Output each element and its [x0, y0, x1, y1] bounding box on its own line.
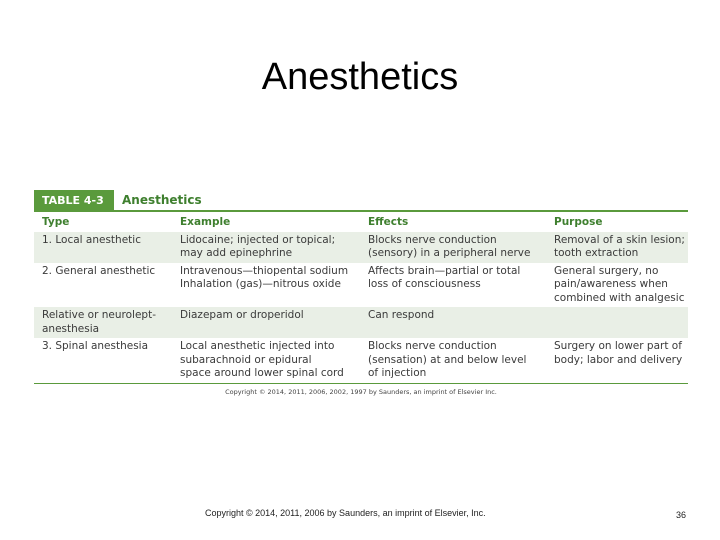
cell-example: Lidocaine; injected or topical; may add epinephrine — [180, 233, 336, 259]
cell-example: Diazepam or droperidol — [180, 309, 304, 321]
table-bottom-rule — [34, 383, 688, 384]
cell-purpose: Removal of a skin lesion; tooth extraction — [554, 233, 685, 259]
cell-purpose — [546, 307, 688, 338]
slide-footer: Copyright © 2014, 2011, 2006 by Saunders, an imprint of Elsevier, Inc. — [205, 508, 486, 518]
column-header-type: Type — [42, 216, 70, 228]
column-header-row — [34, 212, 688, 232]
cell-effects: Affects brain—partial or total loss of consciousness — [368, 264, 521, 290]
cell-purpose: Surgery on lower part of body; labor and delivery — [554, 340, 683, 366]
anesthetics-table — [34, 190, 688, 396]
table-header-bar — [34, 190, 688, 210]
column-header-purpose: Purpose — [554, 216, 603, 228]
cell-effects: Blocks nerve conduction (sensation) at and below level of injection — [368, 340, 527, 379]
cell-effects: Can respond — [368, 309, 435, 321]
table-row — [34, 232, 688, 263]
cell-type: 2. General anesthetic — [42, 264, 156, 277]
slide-title: Anesthetics — [261, 56, 459, 98]
cell-type: Relative or neurolept- anesthesia — [42, 309, 156, 335]
cell-type: 3. Spinal anesthesia — [42, 340, 149, 352]
table-number-label: TABLE 4-3 — [34, 190, 114, 210]
column-header-effects: Effects — [368, 216, 409, 228]
cell-example: Local anesthetic injected into subarachnoid or epidural space around lower spinal cord — [180, 340, 344, 379]
table-row — [34, 263, 688, 308]
column-header-example: Example — [180, 216, 231, 228]
cell-effects: Blocks nerve conduction (sensory) in a peripheral nerve — [368, 233, 531, 259]
page-number: 36 — [676, 510, 687, 520]
cell-type: 1. Local anesthetic — [42, 233, 141, 246]
table-caption: Copyright © 2014, 2011, 2006, 2002, 1997 by Saunders, an imprint of Elsevier Inc. — [225, 387, 497, 396]
cell-purpose: General surgery, no pain/awareness when combined with analgesic — [554, 264, 685, 304]
table-row — [34, 307, 688, 338]
table-grid — [34, 212, 688, 383]
table-name: Anesthetics — [122, 193, 202, 207]
cell-example: Intravenous—thiopental sodium Inhalation (gas)—nitrous oxide — [180, 264, 349, 290]
table-row — [34, 338, 688, 383]
